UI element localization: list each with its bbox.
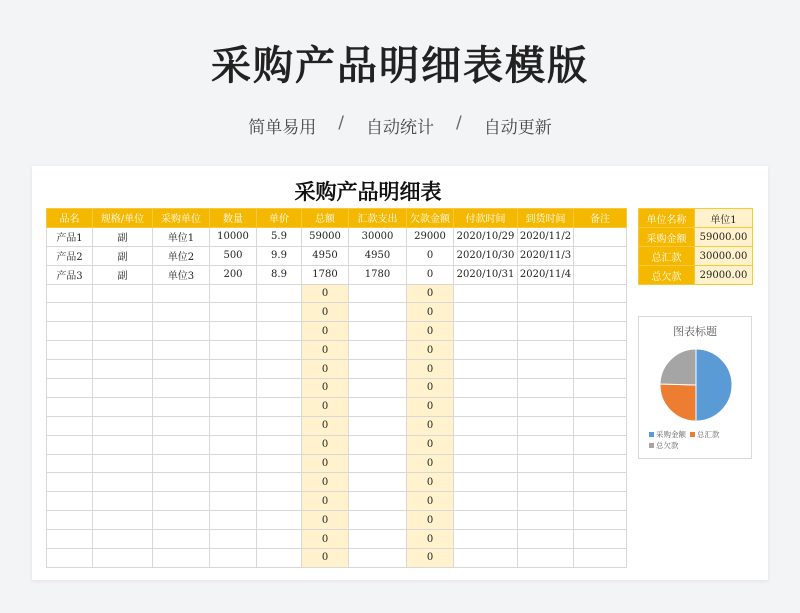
table-cell[interactable] [93, 511, 153, 530]
table-cell[interactable] [454, 284, 518, 303]
summary-value[interactable]: 单位1 [695, 209, 753, 228]
summary-row [639, 247, 753, 266]
table-cell[interactable] [47, 397, 93, 416]
table-cell[interactable]: 1780 [302, 265, 349, 284]
table-cell[interactable] [454, 379, 518, 398]
table-cell[interactable] [518, 549, 574, 568]
table-row [47, 492, 627, 511]
table-cell[interactable]: 0 [407, 416, 454, 435]
table-cell[interactable] [454, 511, 518, 530]
table-cell[interactable] [153, 549, 210, 568]
legend-item [649, 440, 679, 451]
tagline [0, 113, 800, 138]
table-cell[interactable]: 0 [302, 322, 349, 341]
table-cell[interactable] [153, 492, 210, 511]
column-header[interactable]: 备注 [574, 209, 627, 228]
table-cell[interactable] [153, 454, 210, 473]
table-cell[interactable] [574, 454, 627, 473]
table-cell[interactable]: 0 [302, 284, 349, 303]
table-cell[interactable]: 0 [302, 511, 349, 530]
table-cell[interactable] [257, 341, 302, 360]
table-cell[interactable] [93, 416, 153, 435]
table-cell[interactable] [518, 530, 574, 549]
table-cell[interactable] [210, 492, 257, 511]
table-cell[interactable]: 0 [407, 530, 454, 549]
table-cell[interactable] [574, 530, 627, 549]
table-cell[interactable] [210, 435, 257, 454]
table-cell[interactable] [210, 549, 257, 568]
legend-label: 总汇款 [697, 430, 720, 439]
table-row [47, 397, 627, 416]
table-cell[interactable] [210, 454, 257, 473]
table-cell[interactable]: 0 [302, 416, 349, 435]
table-cell[interactable]: 0 [407, 341, 454, 360]
legend-item [649, 429, 686, 440]
table-cell[interactable] [518, 492, 574, 511]
table-cell[interactable] [454, 435, 518, 454]
table-cell[interactable] [349, 303, 407, 322]
page-title: 采购产品明细表模版 [211, 43, 589, 89]
table-cell[interactable]: 9.9 [257, 246, 302, 265]
table-cell[interactable] [153, 530, 210, 549]
table-cell[interactable]: 0 [407, 473, 454, 492]
table-cell[interactable]: 0 [302, 360, 349, 379]
table-cell[interactable] [574, 265, 627, 284]
table-row [47, 265, 627, 284]
table-cell[interactable] [210, 530, 257, 549]
table-cell[interactable] [93, 379, 153, 398]
table-cell[interactable] [153, 360, 210, 379]
table-cell[interactable] [257, 492, 302, 511]
table-cell[interactable]: 59000 [302, 227, 349, 246]
table-cell[interactable] [210, 379, 257, 398]
table-cell[interactable] [349, 473, 407, 492]
table-cell[interactable] [574, 246, 627, 265]
table-cell[interactable]: 单位3 [153, 265, 210, 284]
tag-easy: 简单易用 [248, 118, 317, 138]
table-cell[interactable] [349, 435, 407, 454]
table-row [47, 379, 627, 398]
table-cell[interactable] [47, 416, 93, 435]
table-row [47, 360, 627, 379]
table-row [47, 284, 627, 303]
purchase-table [46, 208, 627, 568]
table-cell[interactable]: 0 [407, 284, 454, 303]
table-cell[interactable]: 2020/10/29 [454, 227, 518, 246]
table-row [47, 227, 627, 246]
table-cell[interactable]: 单位1 [153, 227, 210, 246]
table-cell[interactable] [454, 473, 518, 492]
summary-label: 总欠款 [639, 266, 695, 285]
column-header[interactable]: 单价 [257, 209, 302, 228]
table-cell[interactable] [518, 379, 574, 398]
table-cell[interactable] [93, 473, 153, 492]
table-cell[interactable]: 0 [302, 454, 349, 473]
table-cell[interactable] [153, 397, 210, 416]
table-cell[interactable] [210, 322, 257, 341]
table-cell[interactable]: 2020/11/2 [518, 227, 574, 246]
spreadsheet-sheet [32, 166, 768, 580]
table-cell[interactable] [518, 416, 574, 435]
table-cell[interactable] [257, 473, 302, 492]
column-header[interactable]: 采购单位 [153, 209, 210, 228]
table-cell[interactable]: 产品1 [47, 227, 93, 246]
table-cell[interactable]: 8.9 [257, 265, 302, 284]
table-cell[interactable]: 5.9 [257, 227, 302, 246]
chart-title: 图表标题 [673, 325, 717, 338]
table-cell[interactable] [454, 530, 518, 549]
table-cell[interactable]: 30000 [349, 227, 407, 246]
table-cell[interactable] [93, 435, 153, 454]
table-cell[interactable]: 0 [407, 322, 454, 341]
table-cell[interactable] [454, 549, 518, 568]
table-cell[interactable] [210, 303, 257, 322]
table-cell[interactable]: 0 [407, 303, 454, 322]
table-cell[interactable] [257, 303, 302, 322]
summary-label: 采购金额 [639, 228, 695, 247]
summary-value[interactable]: 30000.00 [695, 247, 753, 266]
table-cell[interactable] [47, 530, 93, 549]
table-cell[interactable]: 副 [93, 265, 153, 284]
table-cell[interactable]: 4950 [302, 246, 349, 265]
table-cell[interactable] [47, 492, 93, 511]
table-cell[interactable] [574, 416, 627, 435]
table-cell[interactable] [93, 360, 153, 379]
table-row [47, 454, 627, 473]
table-cell[interactable] [257, 379, 302, 398]
legend-label: 总欠款 [656, 441, 679, 450]
table-cell[interactable] [153, 435, 210, 454]
table-cell[interactable] [93, 454, 153, 473]
table-cell[interactable]: 副 [93, 246, 153, 265]
table-cell[interactable] [349, 341, 407, 360]
table-cell[interactable] [210, 284, 257, 303]
table-cell[interactable] [257, 530, 302, 549]
table-cell[interactable] [47, 549, 93, 568]
legend-swatch [649, 432, 654, 437]
summary-value[interactable]: 59000.00 [695, 228, 753, 247]
pie-chart [638, 316, 752, 459]
table-cell[interactable] [153, 379, 210, 398]
table-cell[interactable]: 0 [407, 397, 454, 416]
table-cell[interactable] [93, 284, 153, 303]
table-row [47, 530, 627, 549]
table-cell[interactable] [349, 492, 407, 511]
table-cell[interactable] [454, 360, 518, 379]
table-cell[interactable] [93, 492, 153, 511]
table-cell[interactable] [257, 397, 302, 416]
table-cell[interactable]: 0 [407, 246, 454, 265]
legend-swatch [649, 443, 654, 448]
table-cell[interactable] [574, 473, 627, 492]
table-cell[interactable] [518, 303, 574, 322]
table-cell[interactable] [47, 284, 93, 303]
table-cell[interactable]: 2020/10/31 [454, 265, 518, 284]
tag-separator: / [338, 113, 344, 133]
table-cell[interactable]: 0 [302, 341, 349, 360]
table-row [47, 435, 627, 454]
table-cell[interactable] [574, 341, 627, 360]
table-cell[interactable] [47, 435, 93, 454]
table-cell[interactable]: 0 [407, 492, 454, 511]
table-cell[interactable]: 副 [93, 227, 153, 246]
table-cell[interactable]: 10000 [210, 227, 257, 246]
table-cell[interactable] [518, 473, 574, 492]
table-cell[interactable]: 单位2 [153, 246, 210, 265]
column-header[interactable]: 汇款支出 [349, 209, 407, 228]
table-cell[interactable]: 0 [302, 530, 349, 549]
column-header[interactable]: 到货时间 [518, 209, 574, 228]
table-cell[interactable] [153, 303, 210, 322]
summary-value[interactable]: 29000.00 [695, 266, 753, 285]
table-cell[interactable] [257, 284, 302, 303]
table-cell[interactable]: 0 [302, 435, 349, 454]
tag-auto-stat: 自动统计 [366, 118, 434, 138]
table-cell[interactable] [454, 341, 518, 360]
summary-row [639, 266, 753, 285]
column-header[interactable]: 总额 [302, 209, 349, 228]
table-cell[interactable]: 500 [210, 246, 257, 265]
table-cell[interactable] [153, 341, 210, 360]
table-row [47, 341, 627, 360]
table-cell[interactable] [574, 360, 627, 379]
table-cell[interactable]: 0 [302, 549, 349, 568]
table-cell[interactable] [454, 454, 518, 473]
table-cell[interactable] [349, 549, 407, 568]
table-cell[interactable] [257, 511, 302, 530]
table-cell[interactable] [574, 284, 627, 303]
table-cell[interactable] [454, 492, 518, 511]
table-row [47, 246, 627, 265]
table-cell[interactable] [153, 416, 210, 435]
table-cell[interactable]: 产品2 [47, 246, 93, 265]
table-cell[interactable] [210, 341, 257, 360]
table-row [47, 511, 627, 530]
pie-slice [696, 349, 732, 421]
table-cell[interactable]: 0 [302, 397, 349, 416]
table-cell[interactable] [47, 303, 93, 322]
table-cell[interactable]: 产品3 [47, 265, 93, 284]
table-cell[interactable] [93, 530, 153, 549]
table-cell[interactable]: 29000 [407, 227, 454, 246]
tag-separator: / [456, 113, 462, 133]
summary-table [638, 208, 753, 285]
table-cell[interactable]: 0 [407, 511, 454, 530]
table-cell[interactable] [210, 416, 257, 435]
table-cell[interactable] [574, 511, 627, 530]
table-cell[interactable] [153, 511, 210, 530]
table-cell[interactable] [210, 397, 257, 416]
table-cell[interactable] [518, 454, 574, 473]
chart-legend [649, 429, 749, 451]
table-cell[interactable] [349, 379, 407, 398]
table-cell[interactable] [349, 284, 407, 303]
table-cell[interactable] [454, 322, 518, 341]
table-row [47, 416, 627, 435]
column-header[interactable]: 数量 [210, 209, 257, 228]
table-cell[interactable] [574, 397, 627, 416]
table-cell[interactable] [47, 473, 93, 492]
summary-row [639, 228, 753, 247]
table-cell[interactable] [349, 322, 407, 341]
table-cell[interactable] [257, 454, 302, 473]
table-cell[interactable] [349, 511, 407, 530]
table-cell[interactable]: 2020/10/30 [454, 246, 518, 265]
table-cell[interactable]: 0 [302, 303, 349, 322]
table-cell[interactable] [454, 303, 518, 322]
table-cell[interactable] [349, 530, 407, 549]
table-cell[interactable] [257, 416, 302, 435]
table-cell[interactable] [93, 397, 153, 416]
table-cell[interactable] [93, 303, 153, 322]
table-cell[interactable]: 0 [407, 454, 454, 473]
table-header-row [47, 209, 627, 228]
table-cell[interactable] [518, 341, 574, 360]
table-cell[interactable] [454, 416, 518, 435]
column-header[interactable]: 品名 [47, 209, 93, 228]
pie-slice [660, 349, 696, 385]
table-cell[interactable] [349, 454, 407, 473]
table-cell[interactable]: 0 [302, 492, 349, 511]
table-cell[interactable] [574, 227, 627, 246]
table-cell[interactable] [93, 549, 153, 568]
table-cell[interactable] [210, 360, 257, 379]
table-cell[interactable] [47, 379, 93, 398]
table-cell[interactable] [574, 435, 627, 454]
table-cell[interactable] [518, 435, 574, 454]
table-cell[interactable] [518, 322, 574, 341]
table-row [47, 473, 627, 492]
table-cell[interactable]: 200 [210, 265, 257, 284]
table-cell[interactable] [454, 397, 518, 416]
table-cell[interactable] [349, 416, 407, 435]
legend-label: 采购金额 [656, 430, 686, 439]
table-cell[interactable] [210, 473, 257, 492]
table-cell[interactable]: 4950 [349, 246, 407, 265]
table-cell[interactable] [257, 360, 302, 379]
summary-row [639, 209, 753, 228]
table-cell[interactable]: 0 [407, 360, 454, 379]
table-cell[interactable] [210, 511, 257, 530]
table-cell[interactable] [518, 511, 574, 530]
table-row [47, 549, 627, 568]
column-header[interactable]: 欠款金额 [407, 209, 454, 228]
table-cell[interactable] [93, 322, 153, 341]
table-cell[interactable] [349, 397, 407, 416]
table-cell[interactable]: 0 [302, 473, 349, 492]
column-header[interactable]: 付款时间 [454, 209, 518, 228]
sheet-title: 采购产品明细表 [294, 179, 442, 204]
table-cell[interactable] [153, 473, 210, 492]
table-cell[interactable] [574, 549, 627, 568]
table-cell[interactable]: 0 [407, 265, 454, 284]
table-cell[interactable] [153, 322, 210, 341]
table-row [47, 303, 627, 322]
table-cell[interactable]: 0 [407, 435, 454, 454]
table-row [47, 322, 627, 341]
table-cell[interactable] [574, 379, 627, 398]
table-cell[interactable]: 0 [407, 379, 454, 398]
pie-slice [660, 384, 696, 421]
table-cell[interactable] [47, 454, 93, 473]
table-cell[interactable] [257, 549, 302, 568]
table-cell[interactable] [257, 322, 302, 341]
table-cell[interactable] [518, 284, 574, 303]
table-cell[interactable]: 1780 [349, 265, 407, 284]
table-cell[interactable]: 0 [407, 549, 454, 568]
legend-swatch [690, 432, 695, 437]
table-cell[interactable] [47, 341, 93, 360]
column-header[interactable]: 规格/单位 [93, 209, 153, 228]
table-cell[interactable] [574, 322, 627, 341]
legend-item [690, 429, 720, 440]
table-cell[interactable] [349, 360, 407, 379]
table-cell[interactable] [518, 397, 574, 416]
summary-label: 单位名称 [639, 209, 695, 228]
table-cell[interactable] [47, 511, 93, 530]
tag-auto-update: 自动更新 [483, 118, 552, 138]
table-cell[interactable] [257, 435, 302, 454]
table-cell[interactable] [574, 492, 627, 511]
table-cell[interactable] [518, 360, 574, 379]
summary-label: 总汇款 [639, 247, 695, 266]
table-cell[interactable]: 2020/11/3 [518, 246, 574, 265]
table-cell[interactable] [93, 341, 153, 360]
table-cell[interactable] [153, 284, 210, 303]
table-cell[interactable]: 0 [302, 379, 349, 398]
table-cell[interactable] [47, 322, 93, 341]
table-cell[interactable] [47, 360, 93, 379]
table-cell[interactable] [574, 303, 627, 322]
table-cell[interactable]: 2020/11/4 [518, 265, 574, 284]
